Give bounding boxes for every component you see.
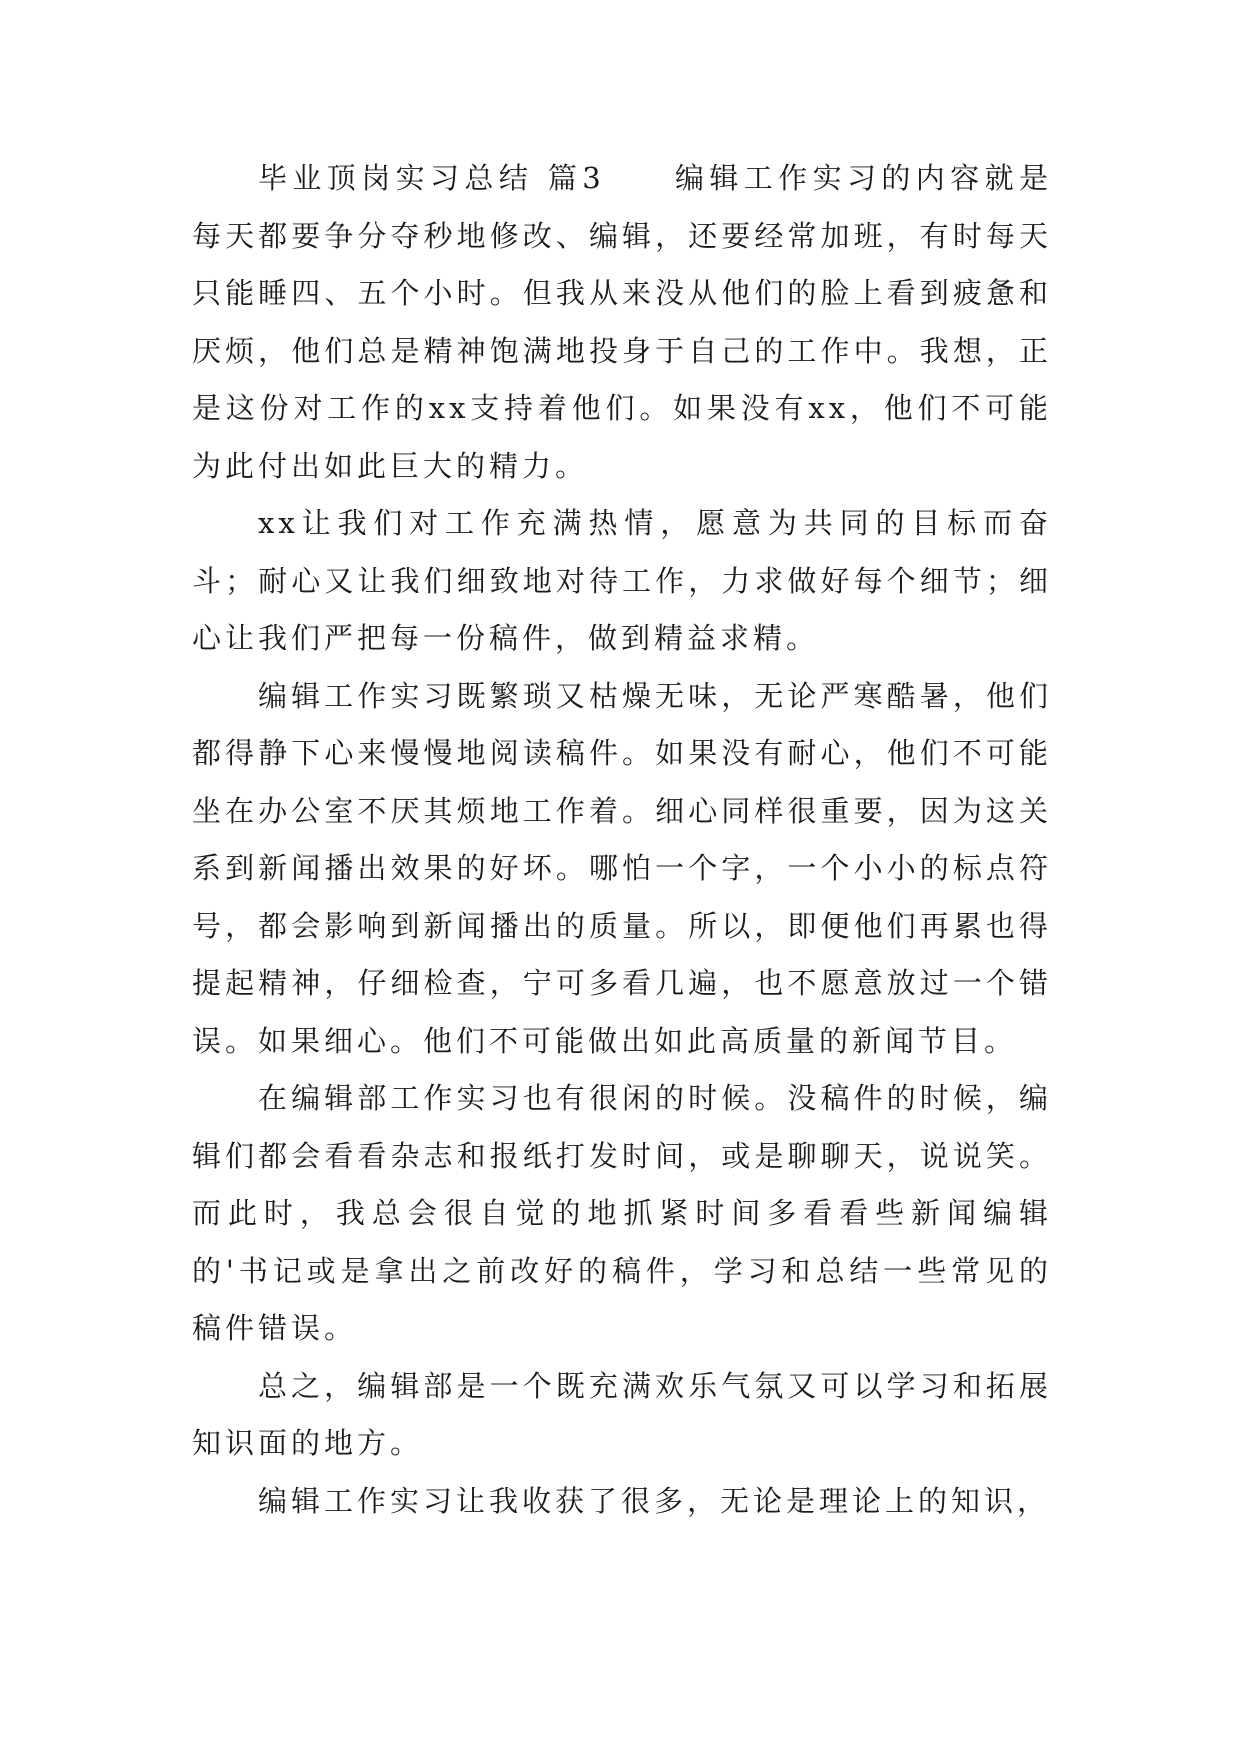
paragraph-1: 毕业顶岗实习总结 篇3 编辑工作实习的内容就是每天都要争分夺秒地修改、编辑，还要经常加班，有时每天只能睡四、五个小时。但我从来没从他们的脸上看到疲惫和厌烦，他们总是精神饱满地投身于自己的工作中。我想，正是这份对工作的xx支持着他们。如果没有xx，他们不可能为此付出如此巨大的精力。 xyxy=(192,161,1052,483)
paragraph-6: 编辑工作实习让我收获了很多，无论是理论上的知识， xyxy=(258,1483,1051,1518)
paragraph-4: 在编辑部工作实习也有很闲的时候。没稿件的时候，编辑们都会看看杂志和报纸打发时间，或是聊聊天，说说笑。而此时，我总会很自觉的地抓紧时间多看看些新闻编辑的'书记或是拿出之前改好的稿件，学习和总结一些常见的稿件错误。 xyxy=(192,1081,1052,1345)
document-page xyxy=(192,150,1052,1530)
paragraph-3: 编辑工作实习既繁琐又枯燥无味，无论严寒酷暑，他们都得静下心来慢慢地阅读稿件。如果没有耐心，他们不可能坐在办公室不厌其烦地工作着。细心同样很重要，因为这关系到新闻播出效果的好坏。哪怕一个字，一个小小的标点符号，都会影响到新闻播出的质量。所以，即便他们再累也得提起精神，仔细检查，宁可多看几遍，也不愿意放过一个错误。如果细心。他们不可能做出如此高质量的新闻节目。 xyxy=(192,678,1052,1058)
paragraph-2: xx让我们对工作充满热情，愿意为共同的目标而奋斗；耐心又让我们细致地对待工作，力求做好每个细节；细心让我们严把每一份稿件，做到精益求精。 xyxy=(192,506,1052,655)
paragraph-5: 总之，编辑部是一个既充满欢乐气氛又可以学习和拓展知识面的地方。 xyxy=(192,1368,1052,1460)
